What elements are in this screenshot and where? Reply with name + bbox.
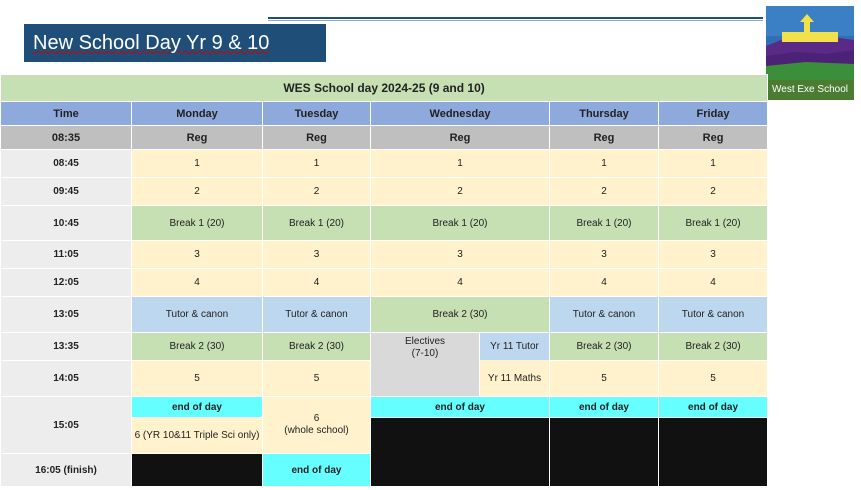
time-cell: 09:45 (1, 178, 132, 206)
break-cell: Break 2 (30) (550, 333, 659, 361)
time-cell: 16:05 (finish) (1, 454, 132, 487)
break-cell: Break 1 (20) (263, 206, 371, 241)
time-cell: 12:05 (1, 269, 132, 297)
lesson-cell: 5 (659, 360, 768, 397)
break-cell: Break 2 (30) (371, 297, 550, 333)
reg-row (1, 126, 768, 150)
slide-title-text: New School Day Yr 9 & 10 (33, 32, 270, 54)
lesson-cell: 1 (659, 150, 768, 178)
header-time: Time (1, 102, 132, 126)
break2-row (1, 333, 768, 361)
time-cell: 14:05 (1, 360, 132, 397)
break-cell: Break 2 (30) (659, 333, 768, 361)
lesson-cell: 4 (371, 269, 550, 297)
lesson-cell: 3 (132, 241, 263, 269)
electives-cell-continued (371, 360, 479, 396)
time-cell: 08:45 (1, 150, 132, 178)
header-rule-thin (268, 20, 763, 21)
period5-row (1, 360, 768, 397)
school-logo-icon (766, 6, 854, 80)
time-cell: 08:35 (1, 126, 132, 150)
header-monday: Monday (132, 102, 263, 126)
wednesday-split-cell (371, 333, 550, 361)
tutor-cell: Tutor & canon (263, 297, 371, 333)
break-cell: Break 1 (20) (132, 206, 263, 241)
break-cell: Break 1 (20) (659, 206, 768, 241)
lesson-cell: 2 (263, 178, 371, 206)
header-rule (268, 17, 763, 19)
header-thursday: Thursday (550, 102, 659, 126)
time-cell: 11:05 (1, 241, 132, 269)
timetable-banner: WES School day 2024-25 (9 and 10) (1, 75, 768, 102)
break-cell: Break 2 (30) (263, 333, 371, 361)
time-cell: 13:35 (1, 333, 132, 361)
time-cell: 13:05 (1, 297, 132, 333)
break-row (1, 206, 768, 241)
period-row (1, 150, 768, 178)
school-logo (766, 6, 854, 96)
reg-cell: Reg (132, 126, 263, 150)
break-cell: Break 1 (20) (371, 206, 550, 241)
end-row-top (1, 397, 768, 418)
timetable (0, 74, 768, 487)
electives-cell: Electives (7-10) (371, 333, 479, 360)
end-of-day-cell: end of day (263, 454, 371, 487)
lesson-cell: 5 (132, 360, 263, 397)
slide-title (24, 24, 326, 62)
lesson-cell: 2 (659, 178, 768, 206)
lesson-cell: 3 (659, 241, 768, 269)
blank-cell (659, 418, 768, 487)
end-of-day-cell: end of day (132, 397, 263, 418)
lesson-cell: 5 (550, 360, 659, 397)
lesson-cell: 3 (550, 241, 659, 269)
lesson-cell: 4 (132, 269, 263, 297)
lesson-cell: 1 (132, 150, 263, 178)
blank-cell (132, 454, 263, 487)
lesson-cell: 4 (550, 269, 659, 297)
monday-period6-cell: 6 (YR 10&11 Triple Sci only) (132, 418, 263, 454)
blank-cell (371, 418, 550, 487)
yr11-tutor-cell: Yr 11 Tutor (479, 333, 549, 360)
tutor-row (1, 297, 768, 333)
lesson-cell: 3 (371, 241, 550, 269)
header-wednesday: Wednesday (371, 102, 550, 126)
header-row (1, 102, 768, 126)
lesson-cell: 2 (132, 178, 263, 206)
period-row (1, 269, 768, 297)
header-friday: Friday (659, 102, 768, 126)
wednesday-split-cell (371, 360, 550, 397)
period-row (1, 241, 768, 269)
school-logo-text: West Exe School (766, 80, 854, 100)
lesson-cell: 1 (550, 150, 659, 178)
lesson-cell: 2 (550, 178, 659, 206)
end-of-day-cell: end of day (550, 397, 659, 418)
header-tuesday: Tuesday (263, 102, 371, 126)
time-cell: 10:45 (1, 206, 132, 241)
time-cell: 15:05 (1, 397, 132, 454)
break-cell: Break 1 (20) (550, 206, 659, 241)
end-of-day-cell: end of day (659, 397, 768, 418)
tutor-cell: Tutor & canon (659, 297, 768, 333)
timetable-banner-row (1, 75, 768, 102)
lesson-cell: 4 (659, 269, 768, 297)
lesson-cell: 3 (263, 241, 371, 269)
tutor-cell: Tutor & canon (550, 297, 659, 333)
lesson-cell: 2 (371, 178, 550, 206)
tutor-cell: Tutor & canon (132, 297, 263, 333)
lesson-cell: 1 (263, 150, 371, 178)
end-of-day-cell: end of day (371, 397, 550, 418)
tuesday-period6-cell: 6 (whole school) (263, 397, 371, 454)
lesson-cell: 4 (263, 269, 371, 297)
lesson-cell: 1 (371, 150, 550, 178)
blank-cell (550, 418, 659, 487)
lesson-cell: 5 (263, 360, 371, 397)
yr11-maths-cell: Yr 11 Maths (479, 360, 549, 396)
reg-cell: Reg (659, 126, 768, 150)
reg-cell: Reg (371, 126, 550, 150)
period-row (1, 178, 768, 206)
reg-cell: Reg (263, 126, 371, 150)
reg-cell: Reg (550, 126, 659, 150)
break-cell: Break 2 (30) (132, 333, 263, 361)
